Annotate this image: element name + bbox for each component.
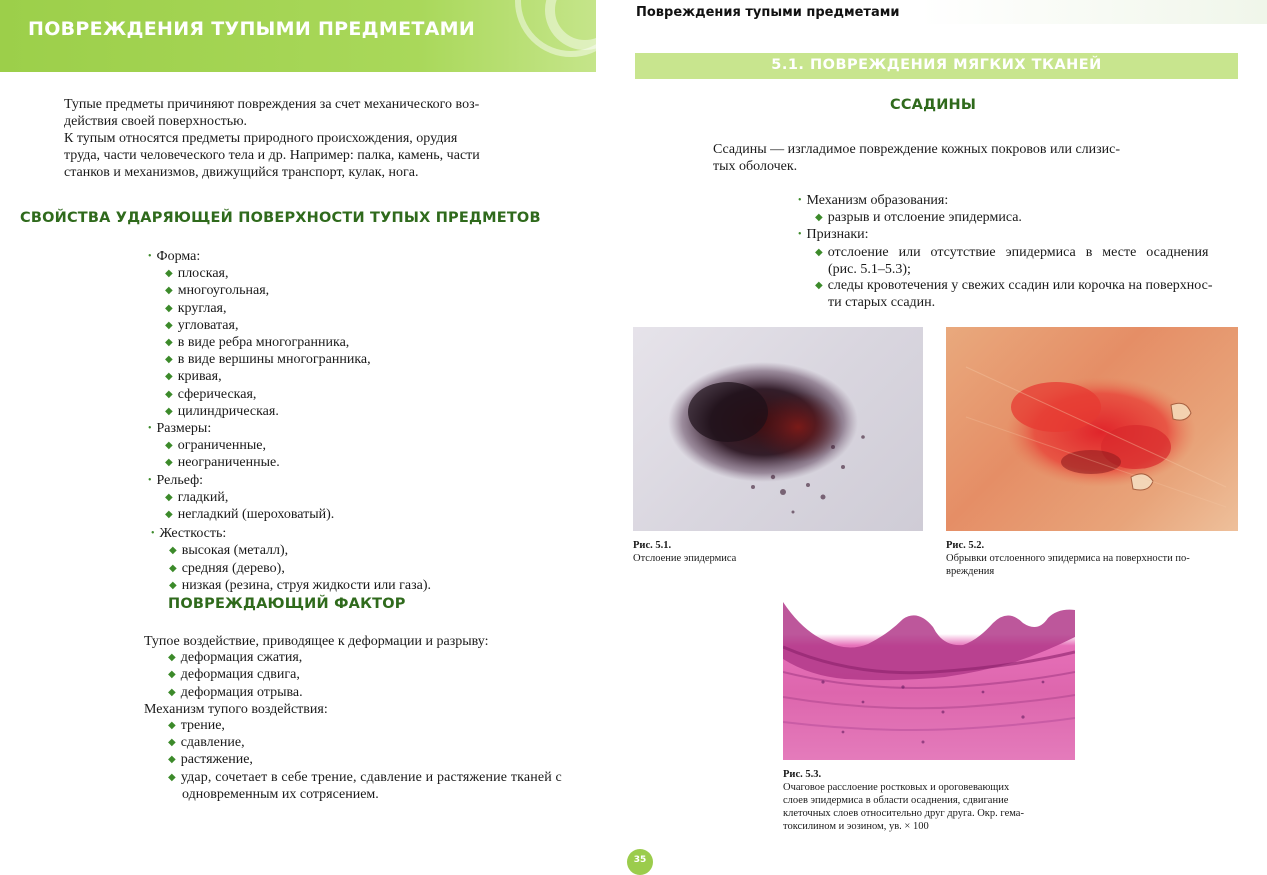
diamond-bullet-icon: ◆ (165, 354, 173, 366)
diamond-bullet-icon: ◆ (168, 720, 176, 732)
list-item: ◆ в виде ребра многогранника, (165, 335, 350, 351)
mechanism-label: Механизм тупого воздействия: (144, 701, 328, 717)
diamond-bullet-icon: ◆ (165, 491, 173, 503)
abrasion-photo-illustration (633, 327, 923, 531)
diamond-bullet-icon: ◆ (165, 371, 173, 383)
intro-line: труда, части человеческого тела и др. Например: палка, камень, части (64, 148, 480, 163)
figure-text: вреждения (946, 566, 995, 577)
bullet-icon: • (798, 195, 802, 206)
intro-line: К тупым относятся предметы природного происхождения, орудия (64, 131, 458, 146)
intro-paragraph (64, 96, 524, 181)
factor-intro: Тупое воздействие, приводящее к деформации и разрыву: (144, 634, 489, 649)
list-item: ◆ цилиндрическая. (165, 403, 279, 419)
list-item: ◆ неограниченные. (165, 455, 280, 471)
factor-heading: ПОВРЕЖДАЮЩИЙ ФАКТОР (168, 596, 406, 612)
list-item-continuation: ти старых ссадин. (828, 295, 936, 311)
bullet-icon: • (148, 251, 152, 262)
list-item: ◆ высокая (металл), (169, 543, 289, 559)
list-item-continuation: (рис. 5.1–5.3); (828, 261, 911, 277)
list-item: • Признаки: (798, 227, 869, 243)
diamond-bullet-icon: ◆ (165, 405, 173, 417)
list-item: ◆ удар, сочетает в себе трение, сдавление и растяжение тканей с (168, 769, 562, 785)
diamond-bullet-icon: ◆ (815, 280, 823, 292)
left-page (0, 0, 600, 874)
figure-text: Очаговое расслоение ростковых и ороговевающих (783, 782, 1010, 793)
definition-line: тых оболочек. (713, 159, 798, 174)
list-item-continuation: одновременным их сотрясением. (182, 786, 379, 802)
list-item: • Рельеф: (148, 472, 204, 488)
list-item: ◆ плоская, (165, 266, 229, 282)
diamond-bullet-icon: ◆ (165, 268, 173, 280)
diamond-bullet-icon: ◆ (169, 562, 177, 574)
properties-list (148, 249, 431, 595)
list-item: • Размеры: (148, 421, 212, 437)
list-item: ◆ деформация сдвига, (168, 667, 300, 683)
diamond-bullet-icon: ◆ (815, 246, 823, 258)
figure-text: Отслоение эпидермиса (633, 553, 737, 564)
header-decoration (920, 0, 1267, 24)
running-head: Повреждения тупыми предметами (636, 5, 900, 20)
list-item: • Механизм образования: (798, 193, 949, 208)
abrasion-photo-illustration (946, 327, 1238, 531)
figure-text: клеточных слоев относительно друг друга. Окр. гема- (783, 808, 1024, 819)
list-item: ◆ низкая (резина, струя жидкости или газа). (169, 577, 432, 593)
figure-5-2-caption (946, 539, 1238, 578)
diamond-bullet-icon: ◆ (168, 669, 176, 681)
figure-5-3-caption (783, 768, 1083, 833)
diamond-bullet-icon: ◆ (169, 579, 177, 591)
factor-list (144, 634, 562, 803)
figure-5-1-photo (633, 327, 923, 531)
properties-heading: СВОЙСТВА УДАРЯЮЩЕЙ ПОВЕРХНОСТИ ТУПЫХ ПРЕДМЕТОВ (20, 210, 541, 226)
list-item: ◆ деформация сжатия, (168, 650, 303, 666)
diamond-bullet-icon: ◆ (168, 652, 176, 664)
diamond-bullet-icon: ◆ (165, 285, 173, 297)
diamond-bullet-icon: ◆ (165, 337, 173, 349)
figure-5-3-photo (783, 592, 1075, 760)
figure-text: слоев эпидермиса в области осаднения, сдвигание (783, 795, 1009, 806)
list-item: ◆ деформация отрыва. (168, 684, 303, 700)
intro-line: действия своей поверхностью. (64, 114, 248, 129)
abrasions-heading: ССАДИНЫ (890, 97, 977, 113)
section-title: 5.1. ПОВРЕЖДЕНИЯ МЯГКИХ ТКАНЕЙ (771, 57, 1102, 73)
diamond-bullet-icon: ◆ (165, 509, 173, 521)
list-item: ◆ сферическая, (165, 386, 257, 402)
list-item: ◆ круглая, (165, 300, 227, 316)
bullet-icon: • (151, 528, 155, 540)
list-item: ◆ негладкий (шероховатый). (165, 507, 335, 523)
figure-label: Рис. 5.3. (783, 769, 822, 780)
diamond-bullet-icon: ◆ (168, 737, 176, 749)
abrasion-properties-list (798, 193, 1213, 311)
figure-5-1-caption (633, 539, 923, 565)
definition-line: Ссадины — изгладимое повреждение кожных покровов или слизис- (713, 142, 1121, 157)
list-item: ◆ разрыв и отслоение эпидермиса. (815, 210, 1022, 226)
list-item: ◆ средняя (дерево), (169, 560, 285, 576)
list-item: ◆ угловатая, (165, 317, 239, 333)
figure-text: токсилином и эозином, ув. × 100 (783, 821, 929, 832)
bullet-icon: • (798, 229, 802, 241)
list-item: ◆ отслоение или отсутствие эпидермиса в месте осаднения (815, 244, 1209, 260)
list-item: ◆ многоугольная, (165, 283, 270, 299)
diamond-bullet-icon: ◆ (165, 457, 173, 469)
figure-5-2-photo (946, 327, 1238, 531)
diamond-bullet-icon: ◆ (168, 771, 176, 783)
bullet-icon: • (148, 423, 152, 435)
intro-line: станков и механизмов, движущийся транспорт, кулак, нога. (64, 165, 419, 180)
list-item: ◆ ограниченные, (165, 438, 267, 454)
intro-line: Тупые предметы причиняют повреждения за счет механического воз- (64, 97, 480, 112)
diamond-bullet-icon: ◆ (165, 440, 173, 452)
list-item: • Жесткость: (151, 526, 227, 542)
figure-text: Обрывки отслоенного эпидермиса на поверхности по- (946, 553, 1190, 564)
chapter-title: ПОВРЕЖДЕНИЯ ТУПЫМИ ПРЕДМЕТАМИ (28, 18, 476, 40)
diamond-bullet-icon: ◆ (165, 319, 173, 331)
diamond-bullet-icon: ◆ (169, 545, 177, 557)
diamond-bullet-icon: ◆ (165, 302, 173, 314)
figure-label: Рис. 5.1. (633, 540, 672, 551)
list-item: ◆ кривая, (165, 369, 222, 385)
histology-micrograph-illustration (783, 592, 1075, 760)
page-number: 35 (627, 849, 653, 875)
figure-label: Рис. 5.2. (946, 540, 985, 551)
list-item: ◆ трение, (168, 718, 225, 734)
list-item: ◆ растяжение, (168, 752, 253, 768)
list-item: • Форма: (148, 249, 201, 264)
diamond-bullet-icon: ◆ (815, 212, 823, 224)
diamond-bullet-icon: ◆ (168, 686, 176, 698)
chapter-banner (0, 0, 596, 72)
list-item: ◆ сдавление, (168, 735, 245, 751)
definition-paragraph (713, 141, 1173, 175)
diamond-bullet-icon: ◆ (165, 388, 173, 400)
diamond-bullet-icon: ◆ (168, 754, 176, 766)
list-item: ◆ гладкий, (165, 489, 229, 505)
list-item: ◆ в виде вершины многогранника, (165, 352, 371, 368)
bullet-icon: • (148, 474, 152, 486)
list-item: ◆ следы кровотечения у свежих ссадин или корочка на поверхнос- (815, 278, 1213, 294)
